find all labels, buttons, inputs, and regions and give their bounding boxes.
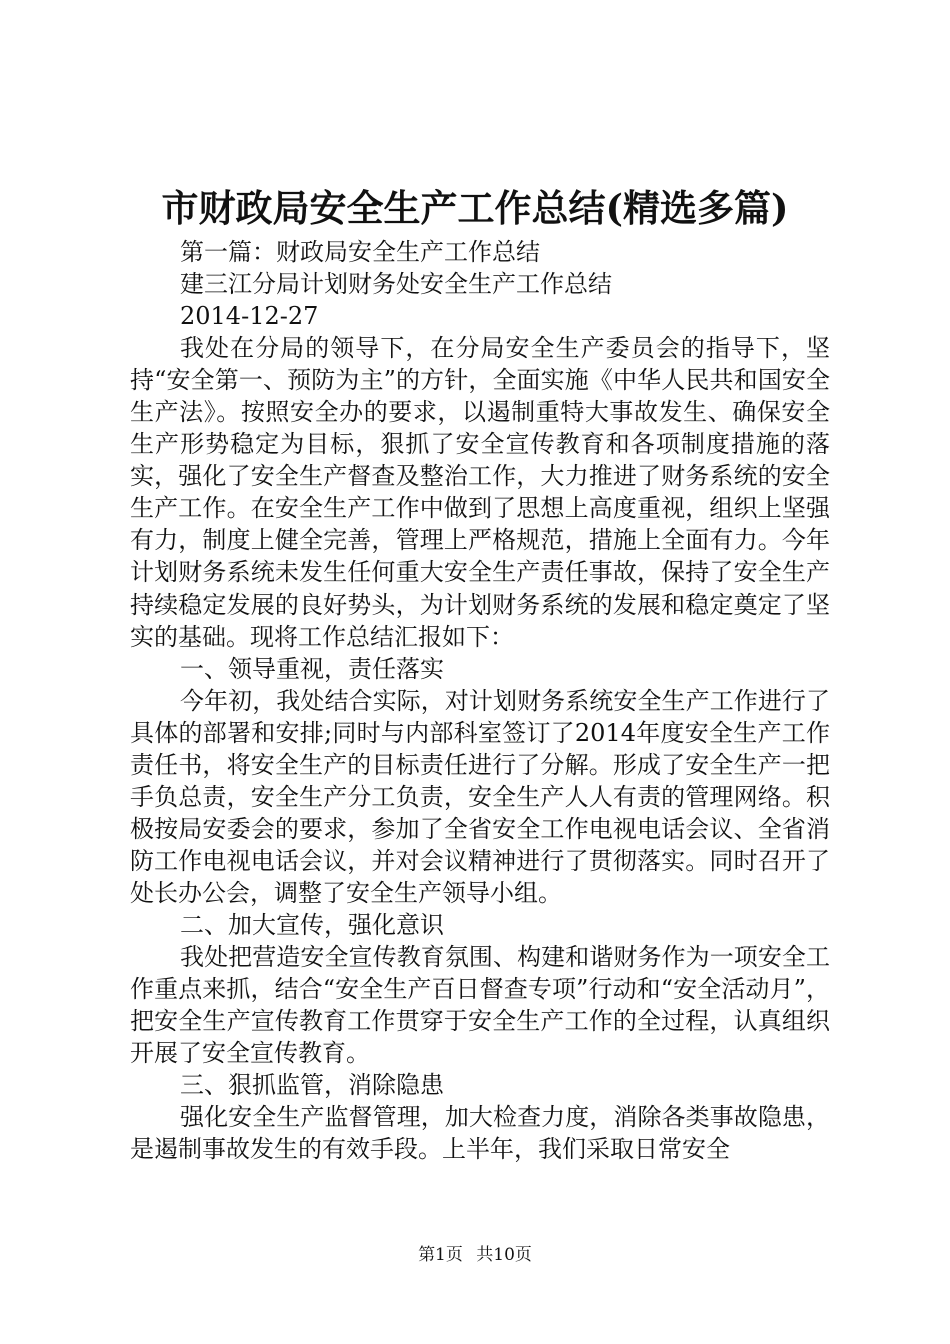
document-date: 2014-12-27: [180, 302, 319, 331]
paragraph-intro: 我处在分局的领导下，在分局安全生产委员会的指导下，坚持“安全第一、预防为主”的方针，全面实施《中华人民共和国安全生产法》。按照安全办的要求，以遏制重特大事故发生、确保安全生产形势稳定为目标，狠抓了安全宣传教育和各项制度措施的落实，强化了安全生产督查及整治工作，大力推进了财务系统的安全生产工作。在安全生产工作中做到了思想上高度重视，组织上坚强有力，制度上健全完善，管理上严格规范，措施上全面有力。今年计划财务系统未发生任何重大安全生产责任事故，保持了安全生产持续稳定发展的良好势头，为计划财务系统的发展和稳定奠定了坚实的基础。现将工作总结汇报如下：: [130, 334, 830, 651]
page-total: 共10页: [476, 1245, 532, 1265]
page-footer: [0, 1243, 950, 1267]
paragraph-supervision: 强化安全生产监督管理，加大检查力度，消除各类事故隐患，是遏制事故发生的有效手段。上半年，我们采取日常安全: [130, 1103, 830, 1164]
paragraph-leadership: 今年初，我处结合实际，对计划财务系统安全生产工作进行了具体的部署和安排;同时与内部科室签订了2014年度安全生产工作责任书，将安全生产的目标责任进行了分解。形成了安全生产一把手负总责，安全生产分工负责，安全生产人人有责的管理网络。积极按局安委会的要求，参加了全省安全工作电视电话会议、全省消防工作电视电话会议，并对会议精神进行了贯彻落实。同时召开了处长办公会，调整了安全生产领导小组。: [130, 686, 830, 907]
document-title: 市财政局安全生产工作总结(精选多篇): [161, 186, 789, 230]
subheading-first-article: 第一篇：财政局安全生产工作总结: [180, 238, 540, 266]
section-heading-2: 二、加大宣传，强化意识: [180, 910, 444, 939]
paragraph-publicity: 我处把营造安全宣传教育氛围、构建和谐财务作为一项安全工作重点来抓，结合“安全生产百日督查专项”行动和“安全活动月”，把安全生产宣传教育工作贯穿于安全生产工作的全过程，认真组织开展了安全宣传教育。: [130, 943, 830, 1068]
document-body: [130, 236, 830, 1165]
page-number: 第1页: [418, 1245, 463, 1265]
section-heading-1: 一、领导重视，责任落实: [180, 654, 444, 683]
section-heading-3: 三、狠抓监管，消除隐患: [180, 1071, 444, 1100]
subheading-report-title: 建三江分局计划财务处安全生产工作总结: [180, 270, 612, 299]
